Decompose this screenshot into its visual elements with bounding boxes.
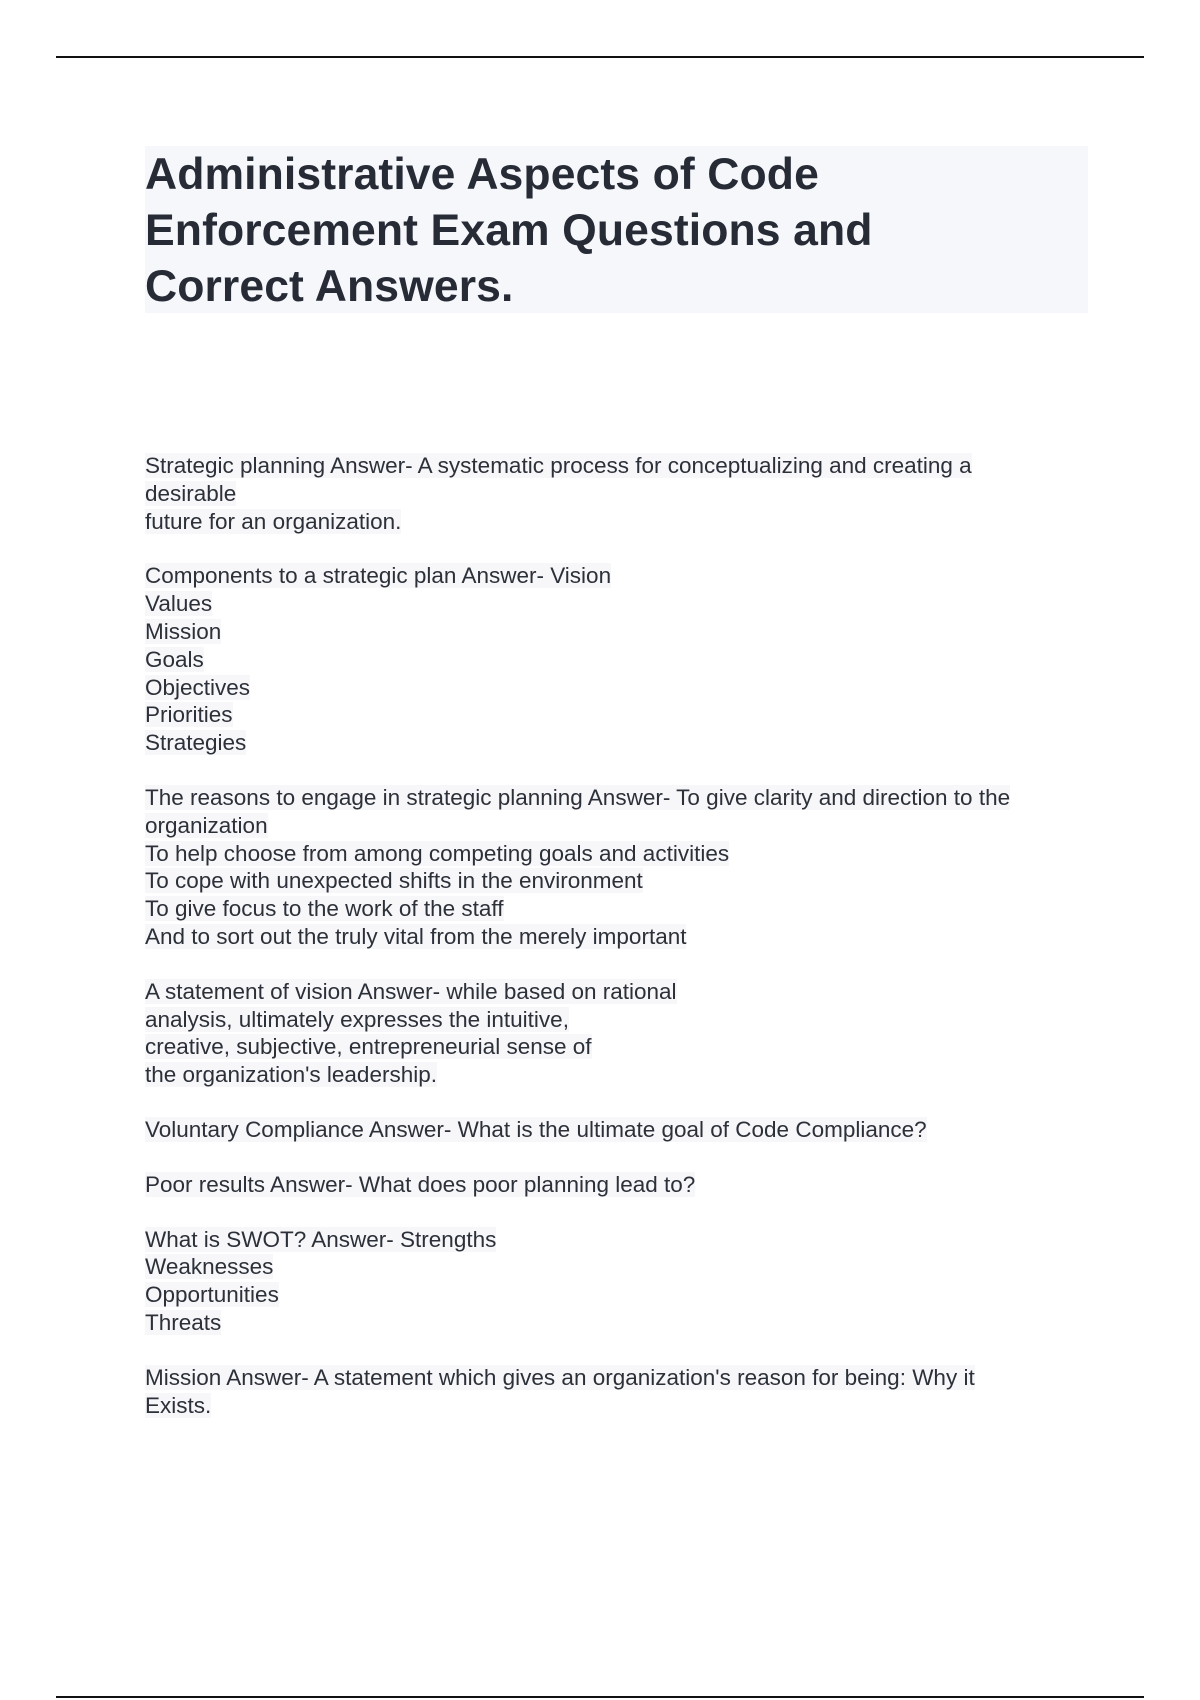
qa-line-text: Weaknesses	[145, 1254, 274, 1280]
qa-line	[145, 1253, 1095, 1281]
qa-line-text: Mission	[145, 618, 222, 644]
qa-line	[145, 867, 1095, 895]
qa-line	[145, 1392, 1095, 1420]
qa-line	[145, 1006, 1095, 1034]
qa-line-text: To give focus to the work of the staff	[145, 896, 504, 922]
document-title: Administrative Aspects of Code Enforcement Exam Questions and Correct Answers.	[145, 150, 873, 311]
qa-line-text: Goals	[145, 646, 204, 672]
qa-line-text: Priorities	[145, 702, 233, 728]
qa-entry	[145, 1226, 1095, 1337]
qa-line	[145, 701, 1095, 729]
qa-line-text: To cope with unexpected shifts in the environment	[145, 868, 643, 894]
qa-entry	[145, 784, 1095, 951]
qa-line	[145, 480, 1095, 508]
qa-line	[145, 923, 1095, 951]
qa-line	[145, 1171, 1095, 1199]
qa-line-text: Poor results Answer- What does poor planning lead to?	[145, 1171, 696, 1197]
header-rule	[56, 56, 1144, 58]
qa-line	[145, 590, 1095, 618]
qa-line	[145, 1309, 1095, 1337]
qa-entry	[145, 1116, 1095, 1144]
qa-line-text: And to sort out the truly vital from the merely important	[145, 923, 687, 949]
qa-line-text: desirable	[145, 480, 237, 506]
qa-line	[145, 674, 1095, 702]
qa-line-text: Strategies	[145, 730, 247, 756]
title-block	[145, 146, 1088, 313]
qa-line	[145, 646, 1095, 674]
qa-entry	[145, 1364, 1095, 1420]
qa-line-text: Objectives	[145, 674, 251, 700]
qa-line	[145, 840, 1095, 868]
qa-line-text: organization	[145, 812, 268, 838]
footer-rule	[56, 1696, 1144, 1698]
qa-line-text: Opportunities	[145, 1282, 279, 1308]
qa-line	[145, 978, 1095, 1006]
qa-line	[145, 1226, 1095, 1254]
qa-line-text: the organization's leadership.	[145, 1062, 437, 1088]
qa-line	[145, 895, 1095, 923]
qa-line-text: The reasons to engage in strategic planning Answer- To give clarity and direction to the	[145, 784, 1011, 810]
qa-line-text: Mission Answer- A statement which gives an organization's reason for being: Why it	[145, 1364, 975, 1390]
qa-line-text: What is SWOT? Answer- Strengths	[145, 1226, 497, 1252]
qa-line	[145, 812, 1095, 840]
qa-line-text: Strategic planning Answer- A systematic process for conceptualizing and creating a	[145, 453, 972, 478]
qa-line-text: Values	[145, 591, 213, 617]
qa-line	[145, 1061, 1095, 1089]
qa-line-text: Voluntary Compliance Answer- What is the ultimate goal of Code Compliance?	[145, 1116, 927, 1142]
qa-line-text: analysis, ultimately expresses the intuitive,	[145, 1006, 569, 1032]
qa-line-text: Exists.	[145, 1392, 212, 1418]
qa-line	[145, 508, 1095, 536]
qa-line	[145, 1364, 1095, 1392]
qa-line-text: Threats	[145, 1309, 222, 1335]
qa-line	[145, 1033, 1095, 1061]
qa-line	[145, 1116, 1095, 1144]
qa-line	[145, 1281, 1095, 1309]
qa-entry	[145, 562, 1095, 757]
qa-line-text: To help choose from among competing goals and activities	[145, 840, 730, 866]
qa-entry	[145, 1171, 1095, 1199]
qa-line-text: future for an organization.	[145, 508, 402, 534]
qa-line	[145, 784, 1095, 812]
qa-line-text: A statement of vision Answer- while based on rational	[145, 978, 677, 1004]
qa-line-text: Components to a strategic plan Answer- Vision	[145, 563, 612, 589]
qa-line	[145, 452, 1095, 480]
qa-line	[145, 618, 1095, 646]
qa-entry	[145, 978, 1095, 1089]
qa-list	[145, 452, 1095, 1446]
qa-line-text: creative, subjective, entrepreneurial sense of	[145, 1034, 592, 1060]
qa-entry	[145, 452, 1095, 535]
qa-line	[145, 729, 1095, 757]
qa-line	[145, 562, 1095, 590]
